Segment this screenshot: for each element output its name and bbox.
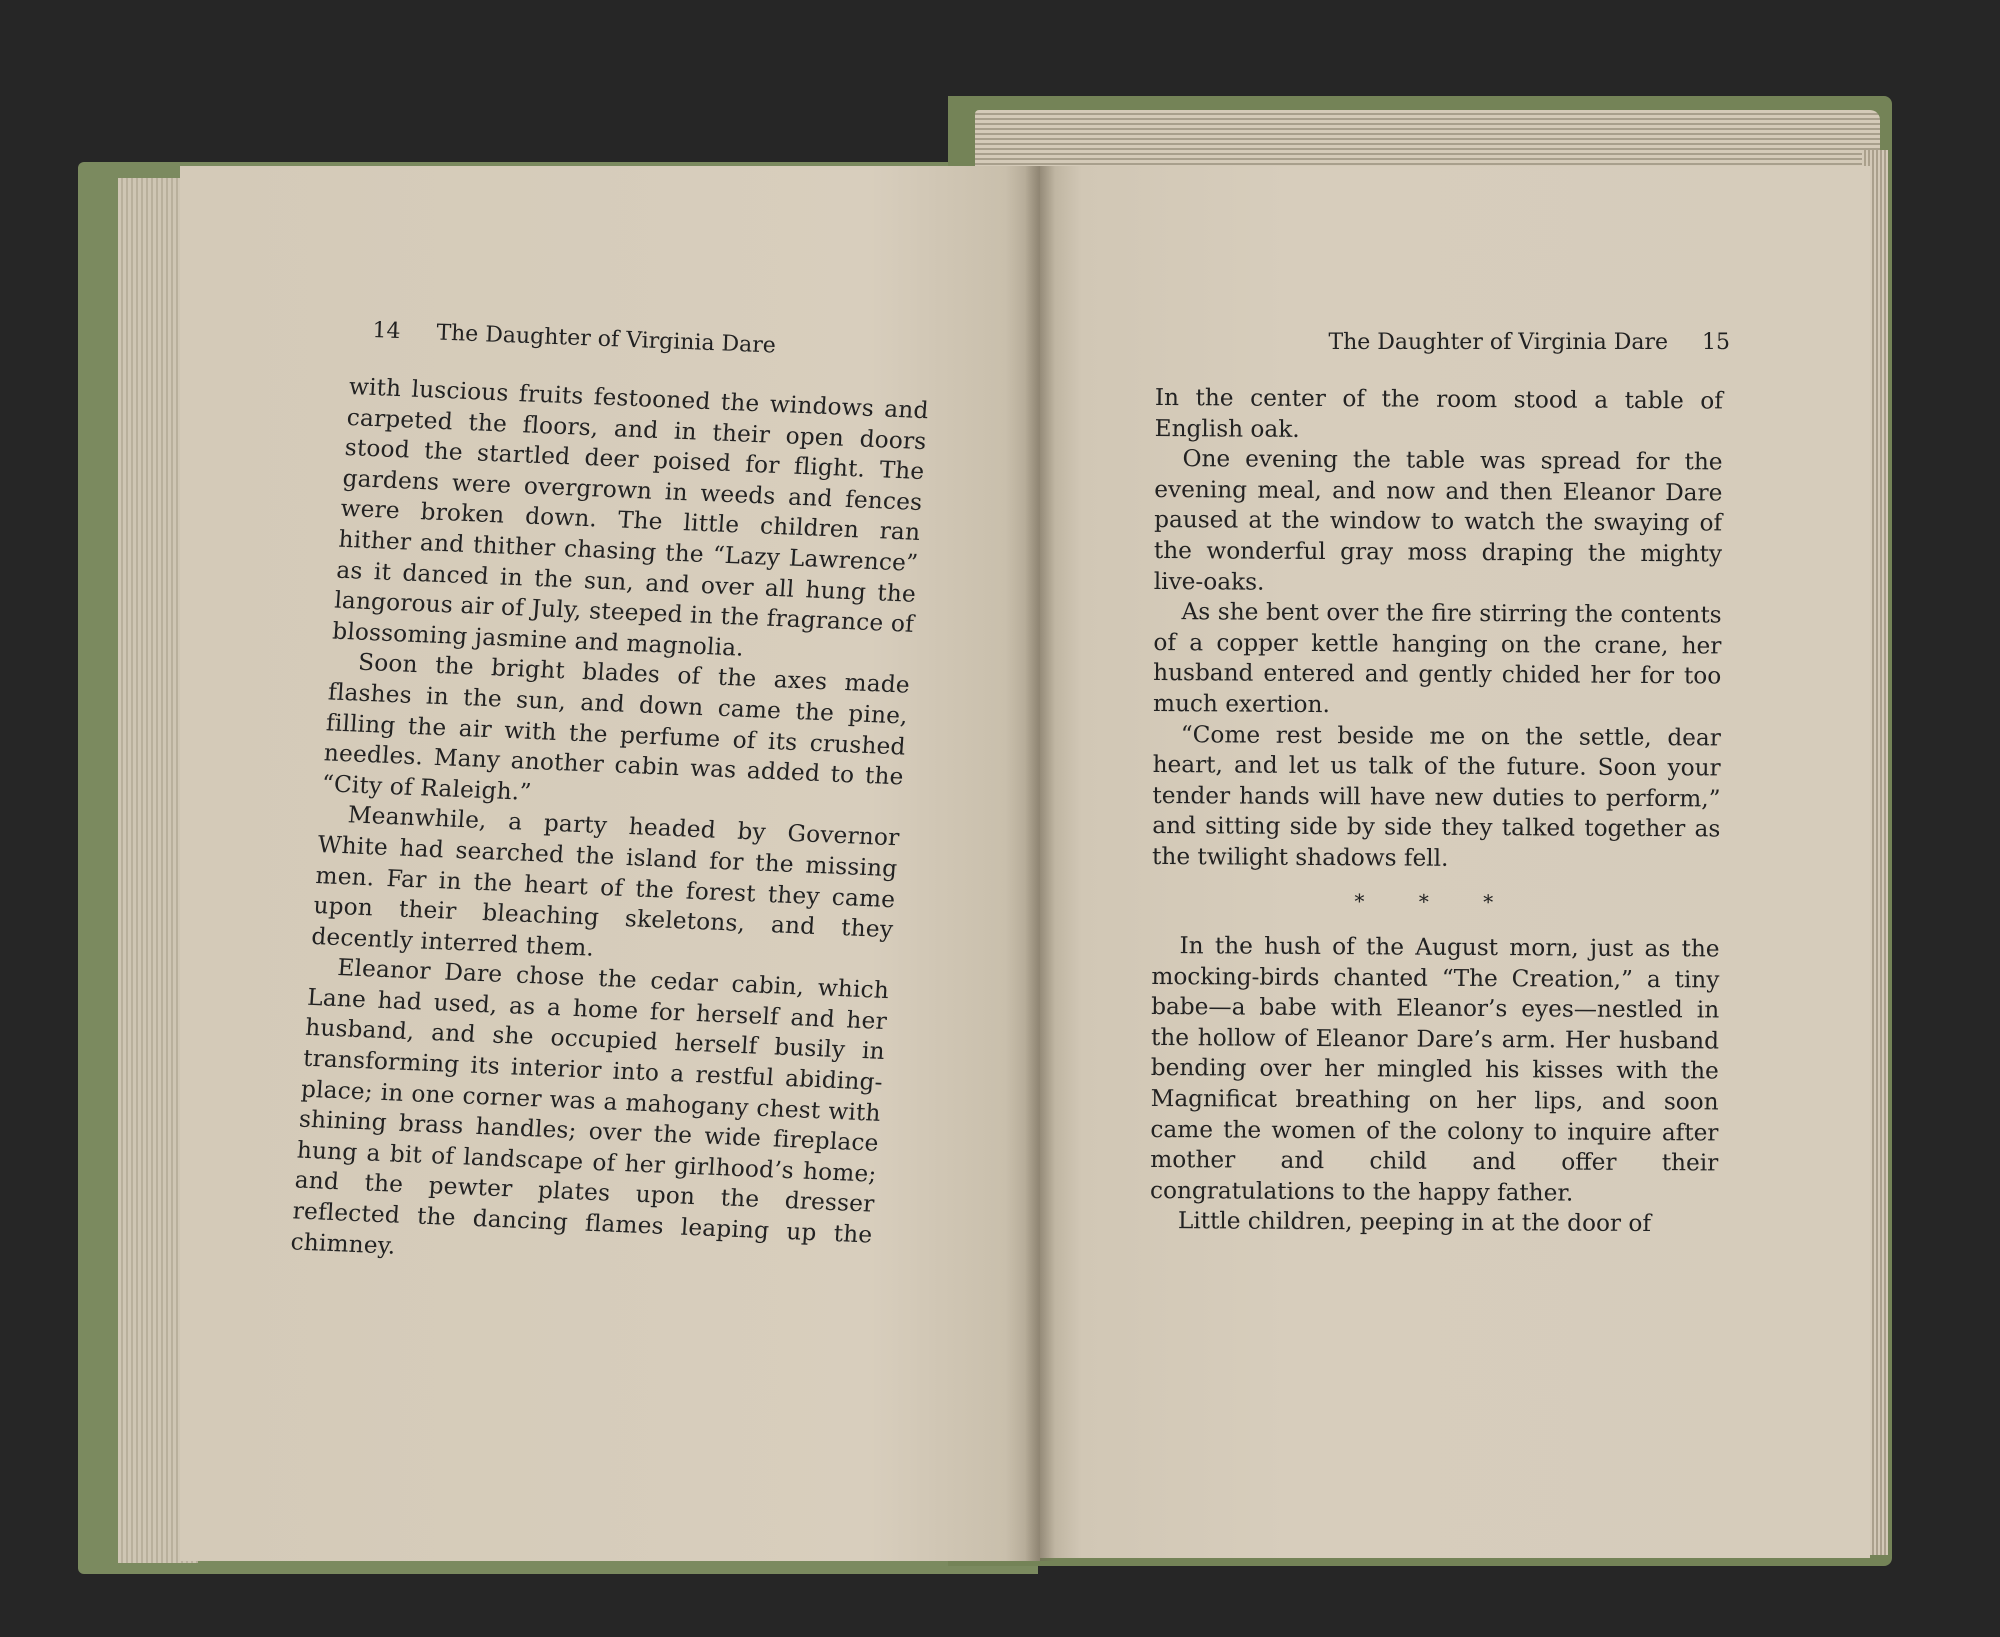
left-paragraph-1: with luscious fruits festooned the windows and carpeted the floors, and in their open doors stood the startled deer poised for flight. The gardens were overgrown in weeds and fences were broken down. The little children ran hither and thither chasing the “Lazy Lawrence” as it danced in the sun, and over all hung the langorous air of July, steeped in the fragrance of blossoming jasmine and magnolia. — [331, 372, 930, 662]
left-paragraph-4: Eleanor Dare chose the cedar cabin, which Lane had used, as a home for herself and her husband, and she occupied herself busily in transforming its interior into a restful abiding-place; in one corner was a mahogany chest with shining brass handles; over the wide fireplace hung a bit of landscape of her girlhood’s home; and the pewter plates upon the dresser reflected the dancing flames leaping up the chimney. — [289, 954, 890, 1260]
right-page-number: 15 — [1702, 330, 1730, 355]
book-gutter — [1025, 166, 1055, 1561]
left-page-number: 14 — [372, 318, 401, 345]
right-running-title: The Daughter of Virginia Dare — [1328, 330, 1668, 355]
left-paragraph-2: Soon the bright blades of the axes made flashes in the sun, and down came the pine, filling the air with the perfume of its crushed needles. Many another cabin was added to the “City of Raleigh.” — [321, 648, 911, 806]
left-page-text — [290, 372, 930, 1282]
right-paragraph-5: In the hush of the August morn, just as the mocking-birds chanted “The Creation,” a tiny babe—a babe with Eleanor’s eyes—nestled in the hollow of Eleanor Dare’s arm. Her husband bending over her mingled his kisses with the Magnificat breathing on her lips, and soon came the women of the colony to inquire after mother and child and offer their congratulations to the happy father. — [1149, 932, 1720, 1207]
left-paragraph-3: Meanwhile, a party headed by Governor White had searched the island for the missing men. Far in the heart of the forest they came upon their bleaching skeletons, and they decently interred them. — [310, 801, 901, 962]
right-running-head — [1230, 330, 1730, 355]
right-paragraph-6: Little children, peeping in at the door of — [1177, 1207, 1652, 1238]
right-paragraph-1: In the center of the room stood a table of English oak. — [1154, 383, 1723, 443]
section-separator: * * * — [1354, 888, 1518, 914]
right-paragraph-3: As she bent over the fire stirring the contents of a copper kettle hanging on the crane, her husband entered and gently chided her for too much exertion. — [1152, 598, 1722, 719]
right-paragraph-2: One evening the table was spread for the evening meal, and now and then Eleanor Dare paused at the window to watch the swaying of the wonderful gray moss draping the mighty live-oaks. — [1153, 445, 1723, 596]
page-edges-top — [975, 110, 1880, 170]
left-running-title: The Daughter of Virginia Dare — [435, 320, 777, 359]
right-page-text — [1150, 383, 1723, 1240]
right-paragraph-4: “Come rest beside me on the settle, dear heart, and let us talk of the future. Soon your tender hands will have new duties to perform,” and sitting side by side they talked together as the twilight shadows fell. — [1152, 720, 1721, 872]
